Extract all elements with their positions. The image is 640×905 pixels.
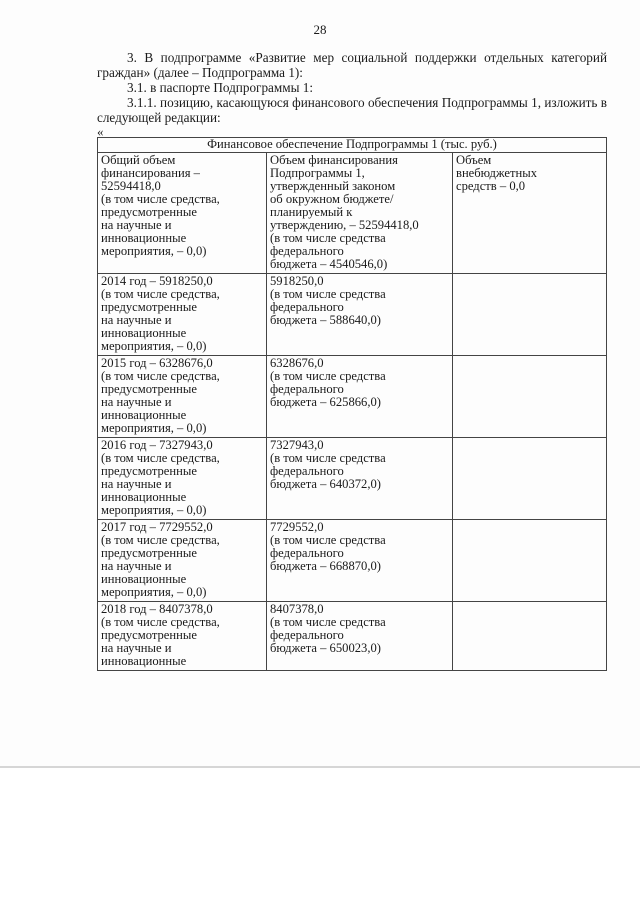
cell-text-line: предусмотренные xyxy=(101,546,197,560)
cell-text-line: инновационные xyxy=(101,408,187,422)
cell-text-line: федерального xyxy=(270,300,344,314)
paragraph-item-3-1-1 xyxy=(97,95,607,125)
paragraph-text: 3.1.1. позицию, касающуюся финансового обеспечения Подпрограммы 1, изложить в следующей редакции: xyxy=(97,95,607,125)
cell-text-line: мероприятия, – 0,0) xyxy=(101,503,207,517)
table-cell-col2 xyxy=(267,520,453,602)
cell-text-line: 2018 год – 8407378,0 xyxy=(101,602,213,616)
cell-text-line: бюджета – 668870,0) xyxy=(270,559,381,573)
table-cell-col3 xyxy=(453,602,607,671)
page-number: 28 xyxy=(313,22,327,37)
cell-text-line: финансирования – xyxy=(101,166,200,180)
table-header: Финансовое обеспечение Подпрограммы 1 (тыс. руб.) xyxy=(98,138,607,153)
cell-text-line: бюджета – 640372,0) xyxy=(270,477,381,491)
cell-text-line: Объем финансирования xyxy=(270,153,398,167)
table-body xyxy=(98,153,607,671)
cell-text-line: (в том числе средства xyxy=(270,369,386,383)
paragraph-text: 3. В подпрограмме «Развитие мер социальной поддержки отдельных категорий граждан» (далее – Подпрограмма 1): xyxy=(97,50,607,80)
table-cell-col1 xyxy=(98,438,267,520)
cell-text-line: (в том числе средства, xyxy=(101,192,220,206)
cell-text-line: 8407378,0 xyxy=(270,602,324,616)
cell-text-line: предусмотренные xyxy=(101,464,197,478)
cell-text-line: 7729552,0 xyxy=(270,520,324,534)
cell-text-line: мероприятия, – 0,0) xyxy=(101,421,207,435)
table-cell-col1 xyxy=(98,356,267,438)
cell-text-line: (в том числе средства, xyxy=(101,369,220,383)
financing-table xyxy=(97,137,607,671)
cell-text-line: предусмотренные xyxy=(101,382,197,396)
cell-text-line: на научные и xyxy=(101,559,172,573)
table-cell-col1 xyxy=(98,153,267,274)
cell-text-line: федерального xyxy=(270,464,344,478)
table-row xyxy=(98,520,607,602)
table-cell-col3 xyxy=(453,438,607,520)
table-row xyxy=(98,274,607,356)
cell-text-line: Общий объем xyxy=(101,153,176,167)
paragraph-item-3 xyxy=(97,50,607,80)
table-cell-col3 xyxy=(453,153,607,274)
cell-text-line: федерального xyxy=(270,628,344,642)
cell-text-line: инновационные xyxy=(101,572,187,586)
table-row xyxy=(98,356,607,438)
cell-text-line: федерального xyxy=(270,546,344,560)
cell-text-line: на научные и xyxy=(101,641,172,655)
cell-text-line: (в том числе средства, xyxy=(101,451,220,465)
table-cell-col3 xyxy=(453,520,607,602)
cell-text-line: (в том числе средства xyxy=(270,231,386,245)
cell-text-line: (в том числе средства xyxy=(270,615,386,629)
cell-text-line: на научные и xyxy=(101,218,172,232)
cell-text-line: планируемый к xyxy=(270,205,353,219)
cell-text-line: (в том числе средства xyxy=(270,533,386,547)
cell-text-line: 2015 год – 6328676,0 xyxy=(101,356,213,370)
cell-text-line: 2016 год – 7327943,0 xyxy=(101,438,213,452)
cell-text-line: на научные и xyxy=(101,313,172,327)
cell-text-line: (в том числе средства xyxy=(270,451,386,465)
cell-text-line: 2017 год – 7729552,0 xyxy=(101,520,213,534)
paragraph-item-3-1 xyxy=(97,80,607,95)
cell-text-line: Подпрограммы 1, xyxy=(270,166,365,180)
cell-text-line: бюджета – 588640,0) xyxy=(270,313,381,327)
table-cell-col2 xyxy=(267,274,453,356)
cell-text-line: 6328676,0 xyxy=(270,356,324,370)
cell-text-line: на научные и xyxy=(101,477,172,491)
cell-text-line: 2014 год – 5918250,0 xyxy=(101,274,213,288)
table-cell-col1 xyxy=(98,602,267,671)
cell-text-line: об окружном бюджете/ xyxy=(270,192,394,206)
cell-text-line: предусмотренные xyxy=(101,205,197,219)
cell-text-line: средств – 0,0 xyxy=(456,179,526,193)
cell-text-line: Объем xyxy=(456,153,492,167)
cell-text-line: 52594418,0 xyxy=(101,179,161,193)
table-cell-col1 xyxy=(98,520,267,602)
cell-text-line: федерального xyxy=(270,382,344,396)
table-row xyxy=(98,153,607,274)
cell-text-line: 7327943,0 xyxy=(270,438,324,452)
cell-text-line: мероприятия, – 0,0) xyxy=(101,339,207,353)
cell-text-line: внебюджетных xyxy=(456,166,537,180)
cell-text-line: (в том числе средства xyxy=(270,287,386,301)
cell-text-line: бюджета – 625866,0) xyxy=(270,395,381,409)
table-cell-col2 xyxy=(267,356,453,438)
table-cell-col2 xyxy=(267,438,453,520)
table-cell-col2 xyxy=(267,602,453,671)
open-quote: « xyxy=(97,124,104,139)
cell-text-line: утверждению, – 52594418,0 xyxy=(270,218,419,232)
cell-text-line: мероприятия, – 0,0) xyxy=(101,585,207,599)
cell-text-line: мероприятия, – 0,0) xyxy=(101,244,207,258)
cell-text-line: инновационные xyxy=(101,326,187,340)
table-row xyxy=(98,438,607,520)
cell-text-line: предусмотренные xyxy=(101,300,197,314)
paragraph-text: 3.1. в паспорте Подпрограммы 1: xyxy=(127,80,314,95)
table-row xyxy=(98,602,607,671)
cell-text-line: утвержденный законом xyxy=(270,179,396,193)
table-cell-col3 xyxy=(453,356,607,438)
cell-text-line: на научные и xyxy=(101,395,172,409)
cell-text-line: (в том числе средства, xyxy=(101,533,220,547)
cell-text-line: (в том числе средства, xyxy=(101,615,220,629)
cell-text-line: (в том числе средства, xyxy=(101,287,220,301)
cell-text-line: предусмотренные xyxy=(101,628,197,642)
cell-text-line: бюджета – 4540546,0) xyxy=(270,257,388,271)
cell-text-line: инновационные xyxy=(101,490,187,504)
cell-text-line: федерального xyxy=(270,244,344,258)
table-cell-col1 xyxy=(98,274,267,356)
cell-text-line: 5918250,0 xyxy=(270,274,324,288)
cell-text-line: инновационные xyxy=(101,231,187,245)
cell-text-line: инновационные xyxy=(101,654,187,668)
table-cell-col3 xyxy=(453,274,607,356)
page-bottom-edge xyxy=(0,766,640,768)
cell-text-line: бюджета – 650023,0) xyxy=(270,641,381,655)
table-cell-col2 xyxy=(267,153,453,274)
